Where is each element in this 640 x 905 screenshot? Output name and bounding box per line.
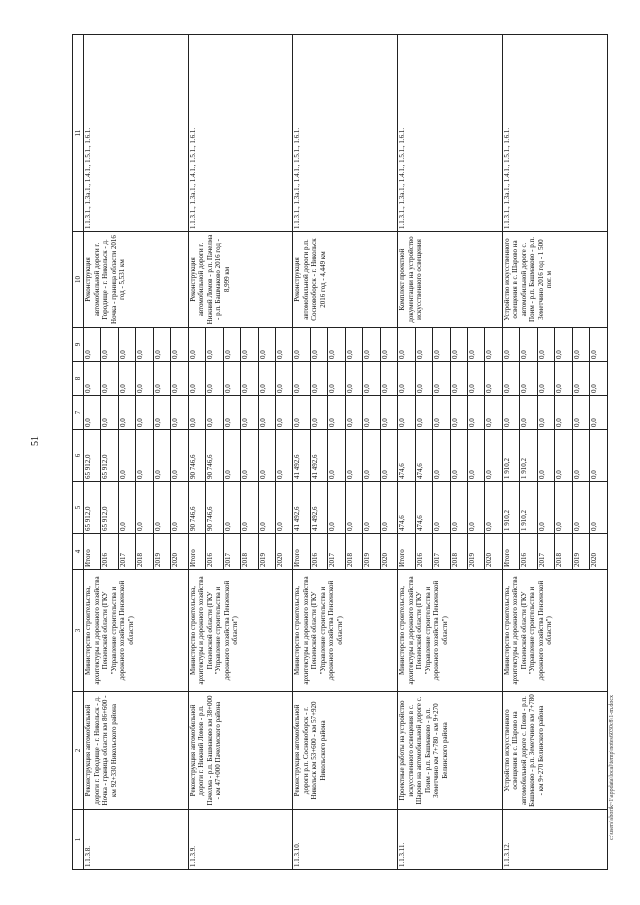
amount-cell: 474,6 [398,482,415,534]
amount-cell: 0,0 [450,396,467,430]
amount-cell: 0,0 [118,482,135,534]
amount-cell: 0,0 [450,430,467,482]
header-cell: 10 [73,232,84,328]
amount-cell: 0,0 [433,328,450,362]
amount-cell: 0,0 [136,328,153,362]
amount-cell: 0,0 [450,362,467,396]
year-cell: Итого [398,534,415,570]
table-row [293,35,310,870]
amount-cell: 0,0 [153,482,170,534]
amount-cell: 0,0 [485,362,502,396]
header-cell: 7 [73,396,84,430]
amount-cell: 0,0 [258,482,275,534]
amount-cell: 0,0 [380,362,397,396]
amount-cell: 0,0 [241,362,258,396]
year-cell: 2016 [206,534,223,570]
table-row [188,35,205,870]
amount-cell: 0,0 [467,362,484,396]
header-cell: 3 [73,570,84,692]
amount-cell: 0,0 [345,396,362,430]
amount-cell: 0,0 [590,482,608,534]
amount-cell: 0,0 [188,396,205,430]
amount-cell: 65 912,0 [101,430,118,482]
amount-cell: 1 910,2 [502,482,519,534]
amount-cell: 0,0 [136,482,153,534]
amount-cell: 0,0 [328,430,345,482]
amount-cell: 0,0 [520,362,537,396]
amount-cell: 65 912,0 [84,482,101,534]
amount-cell: 0,0 [398,328,415,362]
amount-cell: 0,0 [258,328,275,362]
amount-cell: 0,0 [363,482,380,534]
table-row [398,35,415,870]
amount-cell: 0,0 [171,396,188,430]
item-name-cell: Проектные работы на устройство искусственного освещения в с. Шарово на автомобильной дороге с. Поим - р.п. Башмаково - р.п. Земетчино км 7+780 - км 9+270 Белинского района [398,692,503,810]
indicators-cell: 1.1.3.1., 1.3а.1., 1.4.1., 1.5.1., 1.6.1. [502,35,607,232]
amount-cell: 0,0 [206,362,223,396]
amount-cell: 0,0 [258,362,275,396]
year-cell: 2017 [118,534,135,570]
amount-cell: 0,0 [345,430,362,482]
amount-cell: 0,0 [345,482,362,534]
amount-cell: 0,0 [171,328,188,362]
item-number-cell: 1.1.3.9. [188,810,293,870]
amount-cell: 0,0 [572,396,589,430]
amount-cell: 0,0 [537,430,554,482]
year-cell: 2019 [572,534,589,570]
table-row [84,35,101,870]
amount-cell: 0,0 [485,396,502,430]
amount-cell: 0,0 [415,396,432,430]
amount-cell: 0,0 [450,328,467,362]
amount-cell: 0,0 [84,328,101,362]
result-cell: Реконструкция автомобильной дороги р.п. Сосновоборск - г. Никольск 2016 год - 4,449 км [293,232,398,328]
amount-cell: 0,0 [258,396,275,430]
amount-cell: 474,6 [415,430,432,482]
year-cell: 2017 [328,534,345,570]
year-cell: 2016 [310,534,327,570]
header-cell: 1 [73,810,84,870]
amount-cell: 0,0 [380,482,397,534]
amount-cell: 0,0 [310,328,327,362]
year-cell: 2017 [433,534,450,570]
year-cell: Итого [293,534,310,570]
amount-cell: 0,0 [153,396,170,430]
amount-cell: 0,0 [310,396,327,430]
amount-cell: 0,0 [450,482,467,534]
amount-cell: 41 492,6 [293,482,310,534]
year-cell: 2018 [345,534,362,570]
amount-cell: 0,0 [433,430,450,482]
amount-cell: 0,0 [415,328,432,362]
amount-cell: 0,0 [485,328,502,362]
amount-cell: 0,0 [223,396,240,430]
year-cell: 2020 [485,534,502,570]
item-number-cell: 1.1.3.12. [502,810,607,870]
year-cell: 2016 [520,534,537,570]
amount-cell: 0,0 [275,396,292,430]
amount-cell: 0,0 [258,430,275,482]
amount-cell: 0,0 [485,430,502,482]
amount-cell: 0,0 [502,328,519,362]
amount-cell: 0,0 [572,362,589,396]
amount-cell: 0,0 [118,328,135,362]
amount-cell: 0,0 [433,482,450,534]
amount-cell: 0,0 [310,362,327,396]
header-cell: 4 [73,534,84,570]
amount-cell: 90 746,6 [206,482,223,534]
amount-cell: 0,0 [363,430,380,482]
amount-cell: 0,0 [433,362,450,396]
amount-cell: 0,0 [241,430,258,482]
amount-cell: 0,0 [363,396,380,430]
year-cell: 2019 [363,534,380,570]
amount-cell: 0,0 [275,482,292,534]
amount-cell: 90 746,6 [188,430,205,482]
indicators-cell: 1.1.3.1., 1.3а.1., 1.4.1., 1.5.1., 1.6.1. [188,35,293,232]
amount-cell: 0,0 [572,430,589,482]
result-cell: Устройство искусственного освещения в с. Шарово на автомобильной дороге с. Поим - р.п. Башмаково - р.п. Земетчино 2016 год - 1 500 пог. м [502,232,607,328]
amount-cell: 0,0 [206,328,223,362]
item-number-cell: 1.1.3.8. [84,810,189,870]
amount-cell: 0,0 [572,328,589,362]
amount-cell: 0,0 [590,362,608,396]
year-cell: 2018 [241,534,258,570]
amount-cell: 0,0 [502,362,519,396]
amount-cell: 0,0 [555,396,572,430]
amount-cell: 0,0 [590,328,608,362]
amount-cell: 0,0 [223,430,240,482]
amount-cell: 0,0 [84,362,101,396]
amount-cell: 0,0 [398,362,415,396]
header-cell: 11 [73,35,84,232]
amount-cell: 474,6 [415,482,432,534]
amount-cell: 0,0 [118,362,135,396]
amount-cell: 0,0 [101,362,118,396]
amount-cell: 1 910,2 [520,430,537,482]
amount-cell: 0,0 [241,482,258,534]
amount-cell: 0,0 [293,362,310,396]
amount-cell: 0,0 [398,396,415,430]
amount-cell: 0,0 [206,396,223,430]
year-cell: 2019 [258,534,275,570]
amount-cell: 0,0 [345,328,362,362]
amount-cell: 0,0 [502,396,519,430]
item-number-cell: 1.1.3.11. [398,810,503,870]
amount-cell: 65 912,0 [101,482,118,534]
executor-cell: Министерство строительства, архитектуры и дорожного хозяйства Пензенской области (ГКУ "Управление строительства и дорожного хозяйства Пензенской области") [502,570,607,692]
amount-cell: 0,0 [188,328,205,362]
amount-cell: 0,0 [241,328,258,362]
amount-cell: 0,0 [171,482,188,534]
amount-cell: 0,0 [118,396,135,430]
header-cell: 8 [73,362,84,396]
amount-cell: 0,0 [293,396,310,430]
executor-cell: Министерство строительства, архитектуры и дорожного хозяйства Пензенской области (ГКУ "Управление строительства и дорожного хозяйства Пензенской области") [293,570,398,692]
amount-cell: 0,0 [380,396,397,430]
amount-cell: 0,0 [101,396,118,430]
amount-cell: 0,0 [485,482,502,534]
amount-cell: 0,0 [520,328,537,362]
header-row [73,35,84,870]
year-cell: 2016 [415,534,432,570]
amount-cell: 0,0 [101,328,118,362]
year-cell: 2017 [223,534,240,570]
amount-cell: 0,0 [153,328,170,362]
amount-cell: 0,0 [537,362,554,396]
item-name-cell: Реконструкция автомобильной дороги г. Нижний Ломов - р.п. Пачелма - р.п. Башмаково км 38+000 - км 47+000 Пачелмского района [188,692,293,810]
amount-cell: 90 746,6 [188,482,205,534]
amount-cell: 0,0 [467,396,484,430]
amount-cell: 0,0 [380,430,397,482]
year-cell: 2019 [467,534,484,570]
item-name-cell: Реконструкция автомобильной дороги г. Городище - г. Никольск - д. Ночка - граница области км 86+600 - км 92+330 Никольского района [84,692,189,810]
amount-cell: 65 912,0 [84,430,101,482]
amount-cell: 0,0 [467,328,484,362]
amount-cell: 0,0 [415,362,432,396]
item-number-cell: 1.1.3.10. [293,810,398,870]
budget-table [72,34,608,870]
amount-cell: 90 746,6 [206,430,223,482]
amount-cell: 0,0 [223,328,240,362]
amount-cell: 0,0 [328,482,345,534]
year-cell: Итого [502,534,519,570]
year-cell: 2020 [380,534,397,570]
amount-cell: 41 492,6 [293,430,310,482]
amount-cell: 41 492,6 [310,430,327,482]
rotated-table-wrapper [72,35,608,870]
indicators-cell: 1.1.3.1., 1.3а.1., 1.4.1., 1.5.1., 1.6.1. [293,35,398,232]
amount-cell: 0,0 [467,430,484,482]
amount-cell: 0,0 [223,362,240,396]
header-cell: 2 [73,692,84,810]
amount-cell: 0,0 [328,362,345,396]
table-row [502,35,519,870]
result-cell: Комплект проектной документации на устройство искусственного освещения [398,232,503,328]
amount-cell: 0,0 [136,362,153,396]
amount-cell: 0,0 [171,362,188,396]
amount-cell: 0,0 [171,430,188,482]
indicators-cell: 1.1.3.1., 1.3а.1., 1.4.1., 1.5.1., 1.6.1. [398,35,503,232]
year-cell: 2018 [450,534,467,570]
amount-cell: 0,0 [537,396,554,430]
amount-cell: 0,0 [223,482,240,534]
amount-cell: 0,0 [363,362,380,396]
amount-cell: 0,0 [590,396,608,430]
amount-cell: 0,0 [555,482,572,534]
year-cell: 2020 [590,534,608,570]
executor-cell: Министерство строительства, архитектуры и дорожного хозяйства Пензенской области (ГКУ "Управление строительства и дорожного хозяйства Пензенской области") [84,570,189,692]
amount-cell: 0,0 [345,362,362,396]
amount-cell: 0,0 [275,362,292,396]
amount-cell: 0,0 [537,328,554,362]
amount-cell: 1 910,2 [502,430,519,482]
amount-cell: 0,0 [537,482,554,534]
amount-cell: 0,0 [467,482,484,534]
amount-cell: 0,0 [275,328,292,362]
amount-cell: 0,0 [153,430,170,482]
year-cell: Итого [84,534,101,570]
executor-cell: Министерство строительства, архитектуры и дорожного хозяйства Пензенской области (ГКУ "Управление строительства и дорожного хозяйства Пензенской области") [188,570,293,692]
amount-cell: 0,0 [84,396,101,430]
year-cell: 2018 [136,534,153,570]
year-cell: Итого [188,534,205,570]
amount-cell: 41 492,6 [310,482,327,534]
amount-cell: 0,0 [363,328,380,362]
amount-cell: 0,0 [153,362,170,396]
item-name-cell: Устройство искусственного освещения в с. Шарово на автомобильной дороге с. Поим - р.п. Башмаково - р.п. Земетчино км 7+780 - км 9+270 Белинского района [502,692,607,810]
amount-cell: 0,0 [433,396,450,430]
amount-cell: 0,0 [118,430,135,482]
footer-file-path: c:\users\sborik~1\appdata\local\temp\notes6030c8\1-m.docx [609,694,615,840]
amount-cell: 474,6 [398,430,415,482]
result-cell: Реконструкция автомобильной дороги г. Нижний Ломов - р.п. Пачелма - р.п. Башмаково 2016 год - 8,999 км [188,232,293,328]
amount-cell: 0,0 [572,482,589,534]
amount-cell: 0,0 [520,396,537,430]
amount-cell: 0,0 [293,328,310,362]
year-cell: 2019 [153,534,170,570]
indicators-cell: 1.1.3.1., 1.3а.1., 1.4.1., 1.5.1., 1.6.1. [84,35,189,232]
amount-cell: 0,0 [275,430,292,482]
amount-cell: 1 910,2 [520,482,537,534]
executor-cell: Министерство строительства, архитектуры и дорожного хозяйства Пензенской области (ГКУ "Управление строительства и дорожного хозяйства Пензенской области") [398,570,503,692]
amount-cell: 0,0 [328,396,345,430]
amount-cell: 0,0 [136,430,153,482]
header-cell: 6 [73,430,84,482]
amount-cell: 0,0 [590,430,608,482]
amount-cell: 0,0 [555,328,572,362]
amount-cell: 0,0 [555,430,572,482]
item-name-cell: Реконструкция автомобильной дороги р.п. Сосновоборск - г. Никольск км 53+600 - км 57+920 Никольского района [293,692,398,810]
year-cell: 2017 [537,534,554,570]
year-cell: 2018 [555,534,572,570]
amount-cell: 0,0 [241,396,258,430]
year-cell: 2016 [101,534,118,570]
year-cell: 2020 [275,534,292,570]
amount-cell: 0,0 [136,396,153,430]
amount-cell: 0,0 [328,328,345,362]
amount-cell: 0,0 [380,328,397,362]
amount-cell: 0,0 [555,362,572,396]
amount-cell: 0,0 [188,362,205,396]
header-cell: 5 [73,482,84,534]
year-cell: 2020 [171,534,188,570]
result-cell: Реконструкция автомобильной дороги г. Городище - г. Никольск - д. Ночка - граница области 2016 год - 5,531 км [84,232,189,328]
header-cell: 9 [73,328,84,362]
page-number: 51 [30,436,41,446]
